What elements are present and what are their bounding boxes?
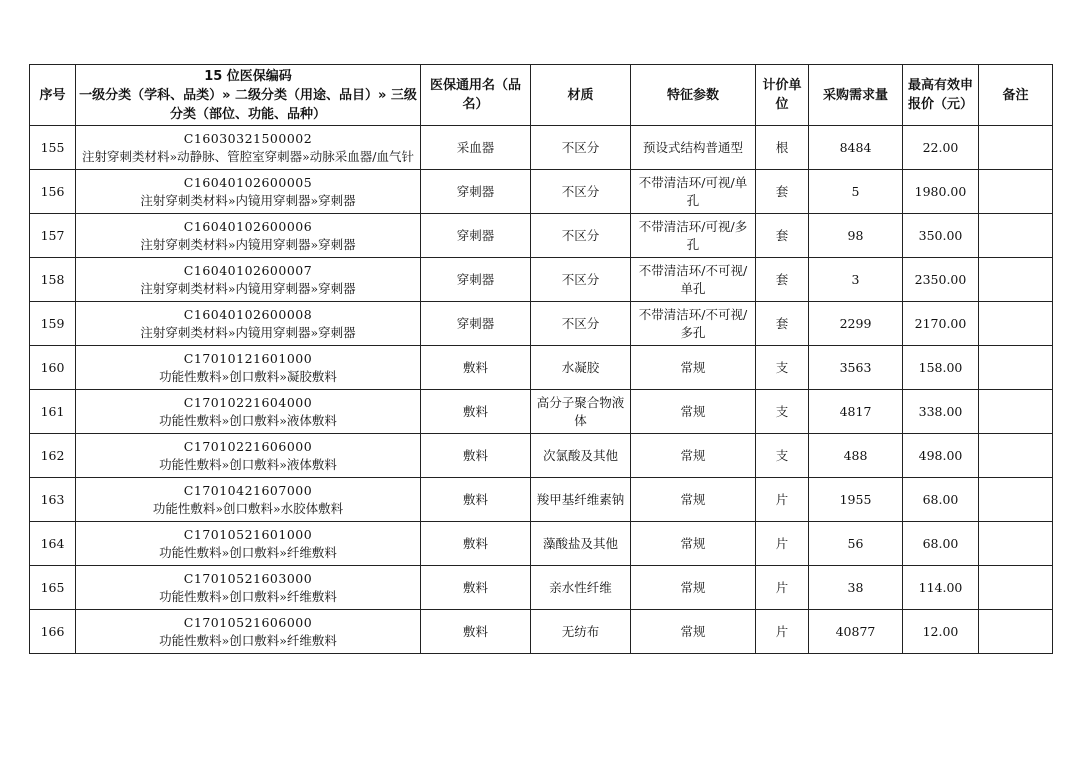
cell-remark [979,390,1053,434]
cell-demand: 8484 [809,126,903,170]
header-demand: 采购需求量 [809,65,903,126]
cell-unit: 套 [756,258,809,302]
code-number: C16040102600008 [183,306,313,322]
cell-unit: 片 [756,566,809,610]
code-number: C16040102600007 [183,262,313,278]
cell-material: 不区分 [531,126,631,170]
cell-price: 350.00 [903,214,979,258]
cell-feature: 常规 [631,522,756,566]
category-path: 功能性敷料»创口敷料»水胶体敷料 [152,500,344,516]
cell-unit: 支 [756,346,809,390]
cell-demand: 38 [809,566,903,610]
cell-code [76,170,421,214]
category-path: 功能性敷料»创口敷料»纤维敷料 [159,544,337,560]
cell-remark [979,610,1053,654]
cell-seq: 162 [30,434,76,478]
header-code-title: 15 位医保编码 [204,68,292,84]
code-number: C17010121601000 [183,350,313,366]
cell-seq: 156 [30,170,76,214]
cell-price: 2350.00 [903,258,979,302]
cell-demand: 98 [809,214,903,258]
cell-unit: 套 [756,170,809,214]
cell-feature: 不带清洁环/不可视/多孔 [631,302,756,346]
cell-feature: 不带清洁环/可视/多孔 [631,214,756,258]
cell-remark [979,478,1053,522]
cell-seq: 166 [30,610,76,654]
cell-feature: 常规 [631,610,756,654]
cell-seq: 159 [30,302,76,346]
cell-material: 不区分 [531,170,631,214]
cell-feature: 预设式结构普通型 [631,126,756,170]
category-path: 注射穿刺类材料»内镜用穿刺器»穿刺器 [140,280,356,296]
cell-common-name: 敷料 [421,478,531,522]
cell-price: 338.00 [903,390,979,434]
category-path: 功能性敷料»创口敷料»液体敷料 [159,456,337,472]
header-code [76,65,421,126]
cell-demand: 488 [809,434,903,478]
table-body [30,126,1053,654]
cell-remark [979,346,1053,390]
cell-code [76,522,421,566]
cell-remark [979,170,1053,214]
cell-material: 亲水性纤维 [531,566,631,610]
cell-material: 藻酸盐及其他 [531,522,631,566]
cell-code [76,610,421,654]
cell-code [76,302,421,346]
cell-price: 68.00 [903,522,979,566]
cell-seq: 155 [30,126,76,170]
cell-common-name: 穿刺器 [421,214,531,258]
code-number: C16040102600005 [183,174,313,190]
cell-common-name: 采血器 [421,126,531,170]
header-code-subtitle: 一级分类（学科、品类）» 二级分类（用途、品目）» 三级分类（部位、功能、品种） [79,87,417,122]
cell-demand: 5 [809,170,903,214]
cell-price: 498.00 [903,434,979,478]
cell-code [76,434,421,478]
cell-seq: 163 [30,478,76,522]
cell-demand: 1955 [809,478,903,522]
header-feature: 特征参数 [631,65,756,126]
cell-feature: 常规 [631,434,756,478]
table-row [30,170,1053,214]
header-row [30,65,1053,126]
cell-remark [979,522,1053,566]
cell-demand: 3563 [809,346,903,390]
cell-remark [979,214,1053,258]
cell-common-name: 穿刺器 [421,302,531,346]
cell-code [76,214,421,258]
category-path: 注射穿刺类材料»动静脉、管腔室穿刺器»动脉采血器/血气针 [81,148,414,164]
cell-code [76,478,421,522]
cell-demand: 56 [809,522,903,566]
cell-code [76,258,421,302]
cell-seq: 164 [30,522,76,566]
table-row [30,478,1053,522]
code-number: C16040102600006 [183,218,313,234]
cell-common-name: 敷料 [421,566,531,610]
cell-feature: 常规 [631,346,756,390]
table-row [30,390,1053,434]
header-unit: 计价单位 [756,65,809,126]
cell-common-name: 穿刺器 [421,170,531,214]
cell-feature: 常规 [631,390,756,434]
table-row [30,258,1053,302]
table-row [30,214,1053,258]
cell-price: 158.00 [903,346,979,390]
cell-price: 22.00 [903,126,979,170]
cell-material: 高分子聚合物液体 [531,390,631,434]
cell-feature: 常规 [631,566,756,610]
code-number: C16030321500002 [183,130,313,146]
cell-remark [979,258,1053,302]
cell-code [76,346,421,390]
cell-common-name: 敷料 [421,610,531,654]
code-number: C17010221604000 [183,394,313,410]
cell-unit: 支 [756,390,809,434]
cell-unit: 片 [756,522,809,566]
cell-demand: 2299 [809,302,903,346]
header-seq: 序号 [30,65,76,126]
code-number: C17010521601000 [183,526,313,542]
cell-code [76,126,421,170]
cell-common-name: 敷料 [421,390,531,434]
code-number: C17010521603000 [183,570,313,586]
cell-material: 水凝胶 [531,346,631,390]
cell-material: 不区分 [531,258,631,302]
category-path: 注射穿刺类材料»内镜用穿刺器»穿刺器 [140,324,356,340]
cell-demand: 40877 [809,610,903,654]
cell-remark [979,126,1053,170]
table-row [30,302,1053,346]
header-price: 最高有效申报价（元） [903,65,979,126]
cell-demand: 4817 [809,390,903,434]
cell-demand: 3 [809,258,903,302]
cell-seq: 165 [30,566,76,610]
cell-seq: 157 [30,214,76,258]
category-path: 功能性敷料»创口敷料»液体敷料 [159,412,337,428]
cell-material: 无纺布 [531,610,631,654]
category-path: 注射穿刺类材料»内镜用穿刺器»穿刺器 [140,192,356,208]
header-remark: 备注 [979,65,1053,126]
table-row [30,610,1053,654]
category-path: 功能性敷料»创口敷料»纤维敷料 [159,588,337,604]
header-common-name: 医保通用名（品名） [421,65,531,126]
table-row [30,126,1053,170]
table-row [30,522,1053,566]
category-path: 功能性敷料»创口敷料»纤维敷料 [159,632,337,648]
category-path: 功能性敷料»创口敷料»凝胶敷料 [159,368,337,384]
code-number: C17010421607000 [183,482,313,498]
table-row [30,566,1053,610]
cell-price: 12.00 [903,610,979,654]
cell-common-name: 敷料 [421,346,531,390]
cell-seq: 160 [30,346,76,390]
cell-remark [979,302,1053,346]
cell-material: 不区分 [531,214,631,258]
table-row [30,346,1053,390]
cell-material: 羧甲基纤维素钠 [531,478,631,522]
code-number: C17010221606000 [183,438,313,454]
cell-code [76,566,421,610]
header-material: 材质 [531,65,631,126]
cell-unit: 片 [756,610,809,654]
cell-feature: 不带清洁环/不可视/单孔 [631,258,756,302]
table-row [30,434,1053,478]
cell-unit: 根 [756,126,809,170]
code-number: C17010521606000 [183,614,313,630]
cell-feature: 不带清洁环/可视/单孔 [631,170,756,214]
cell-feature: 常规 [631,478,756,522]
cell-remark [979,434,1053,478]
cell-material: 次氯酸及其他 [531,434,631,478]
cell-price: 114.00 [903,566,979,610]
cell-unit: 片 [756,478,809,522]
cell-unit: 支 [756,434,809,478]
cell-price: 68.00 [903,478,979,522]
cell-material: 不区分 [531,302,631,346]
cell-remark [979,566,1053,610]
cell-code [76,390,421,434]
cell-price: 2170.00 [903,302,979,346]
cell-common-name: 敷料 [421,522,531,566]
cell-price: 1980.00 [903,170,979,214]
cell-unit: 套 [756,214,809,258]
cell-seq: 161 [30,390,76,434]
category-path: 注射穿刺类材料»内镜用穿刺器»穿刺器 [140,236,356,252]
cell-common-name: 穿刺器 [421,258,531,302]
cell-seq: 158 [30,258,76,302]
procurement-table [29,64,1053,654]
cell-common-name: 敷料 [421,434,531,478]
cell-unit: 套 [756,302,809,346]
